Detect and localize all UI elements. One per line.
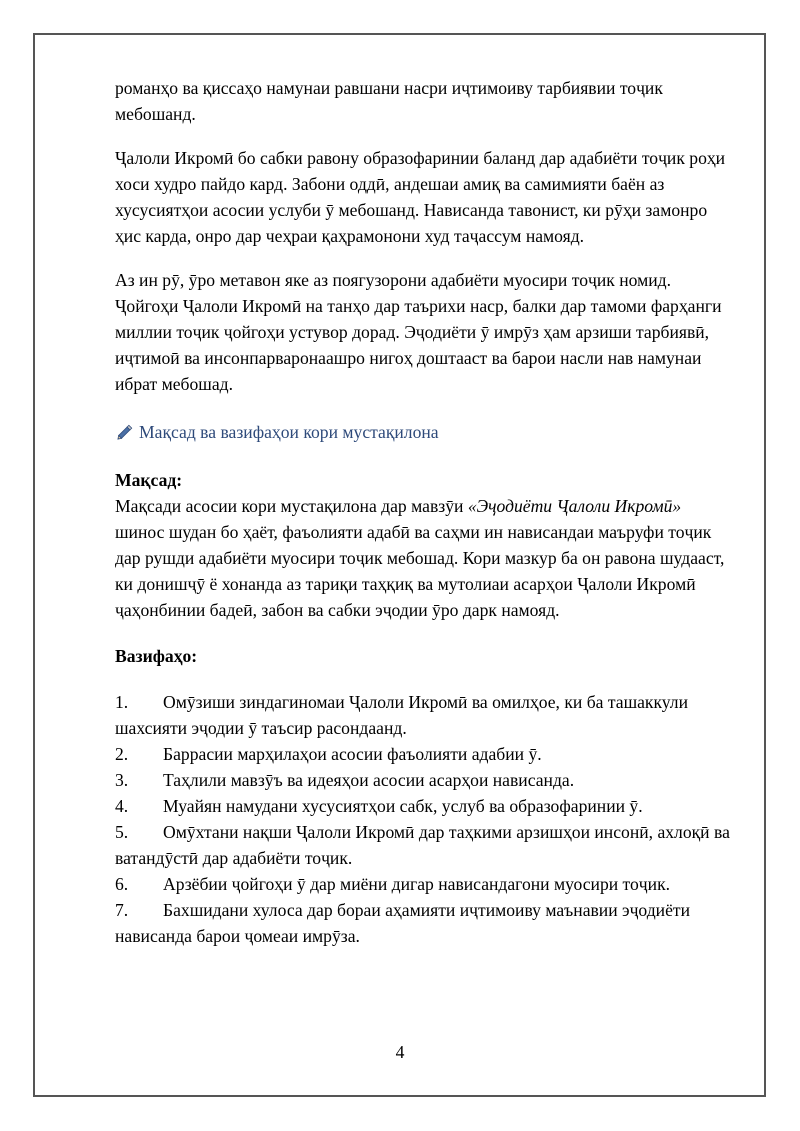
task-number: 4. (115, 796, 129, 816)
task-text: Бахшидани хулоса дар бораи аҳамияти иҷтимоиву маънавии эҷодиёти нависанда барои ҷомеаи имрӯза. (115, 900, 691, 946)
tasks-list (115, 689, 735, 949)
task-item (115, 897, 735, 949)
document-body (115, 75, 735, 949)
tasks-heading: Вазифаҳо: (115, 646, 198, 666)
task-text: Таҳлили мавзӯъ ва идеяҳои асосии асарҳои нависанда. (163, 770, 575, 790)
pencil-icon (115, 422, 135, 442)
paragraph-1: романҳо ва қиссаҳо намунаи равшани насри иҷтимоиву тарбиявии тоҷик мебошанд. (115, 78, 663, 124)
task-number: 6. (115, 874, 129, 894)
task-item (115, 793, 735, 819)
task-number: 5. (115, 822, 129, 842)
task-text: Арзёбии ҷойгоҳи ӯ дар миёни дигар нависандагони муосири тоҷик. (163, 874, 671, 894)
task-item (115, 819, 735, 871)
goal-topic: «Эҷодиёти Ҷалоли Икромӣ» (467, 496, 682, 516)
task-text: Омӯзиши зиндагиномаи Ҷалоли Икромӣ ва омилҳое, ки ба ташаккули шахсияти эҷодии ӯ таъсир расондаанд. (115, 692, 688, 738)
paragraph-3: Аз ин рӯ, ӯро метавон яке аз поягузорони адабиёти муосири тоҷик номид. Ҷойгоҳи Ҷалоли Икромӣ на танҳо дар таърихи наср, балки дар тамоми фарҳанги миллии тоҷик ҷойгоҳи устувор дорад. Эҷодиёти ӯ имрӯз ҳам арзиши тарбиявӣ, иҷтимоӣ ва инсонпарваронаашро нигоҳ доштааст ва барои насли нав намунаи ибрат мебошад. (115, 270, 722, 394)
goal-text-before: Мақсади асосии кори мустақилона дар мавзӯи (115, 496, 468, 516)
task-item (115, 767, 735, 793)
task-number: 2. (115, 744, 129, 764)
task-text: Баррасии марҳилаҳои асосии фаъолияти адабии ӯ. (163, 744, 542, 764)
task-text: Омӯхтани нақши Ҷалоли Икромӣ дар таҳкими арзишҳои инсонӣ, ахлоқӣ ва ватандӯстӣ дар адабиёти тоҷик. (115, 822, 730, 868)
goal-heading: Мақсад: (115, 470, 183, 490)
task-number: 7. (115, 900, 129, 920)
task-text: Муайян намудани хусусиятҳои сабк, услуб ва образофаринии ӯ. (163, 796, 643, 816)
page-number: 4 (395, 1042, 405, 1062)
task-number: 1. (115, 692, 129, 712)
task-item (115, 871, 735, 897)
task-item (115, 741, 735, 767)
section-heading-text: Мақсад ва вазифаҳои кори мустақилона (139, 422, 439, 442)
section-heading (115, 419, 735, 445)
task-number: 3. (115, 770, 129, 790)
goal-text (115, 493, 735, 623)
task-item (115, 689, 735, 741)
goal-text-after: шинос шудан бо ҳаёт, фаъолияти адабӣ ва саҳми ин нависандаи маъруфи тоҷик дар рушди адабиёти муосири тоҷик мебошад. Кори мазкур ба он равона шудааст, ки донишҷӯ ё хонанда аз тариқи таҳқиқ ва мутолиаи асарҳои Ҷалоли Икромӣ ҷаҳонбинии бадеӣ, забон ва сабки эҷодии ӯро дарк намояд. (115, 522, 725, 620)
paragraph-2: Ҷалоли Икромӣ бо сабки равону образофаринии баланд дар адабиёти тоҷик роҳи хоси худро пайдо кард. Забони оддӣ, андешаи амиқ ва самимияти баён аз хусусиятҳои асосии услуби ӯ мебошанд. Нависанда тавонист, ки рӯҳи замонро ҳис карда, онро дар чеҳраи қаҳрамонони худ таҷассум намояд. (115, 148, 726, 246)
